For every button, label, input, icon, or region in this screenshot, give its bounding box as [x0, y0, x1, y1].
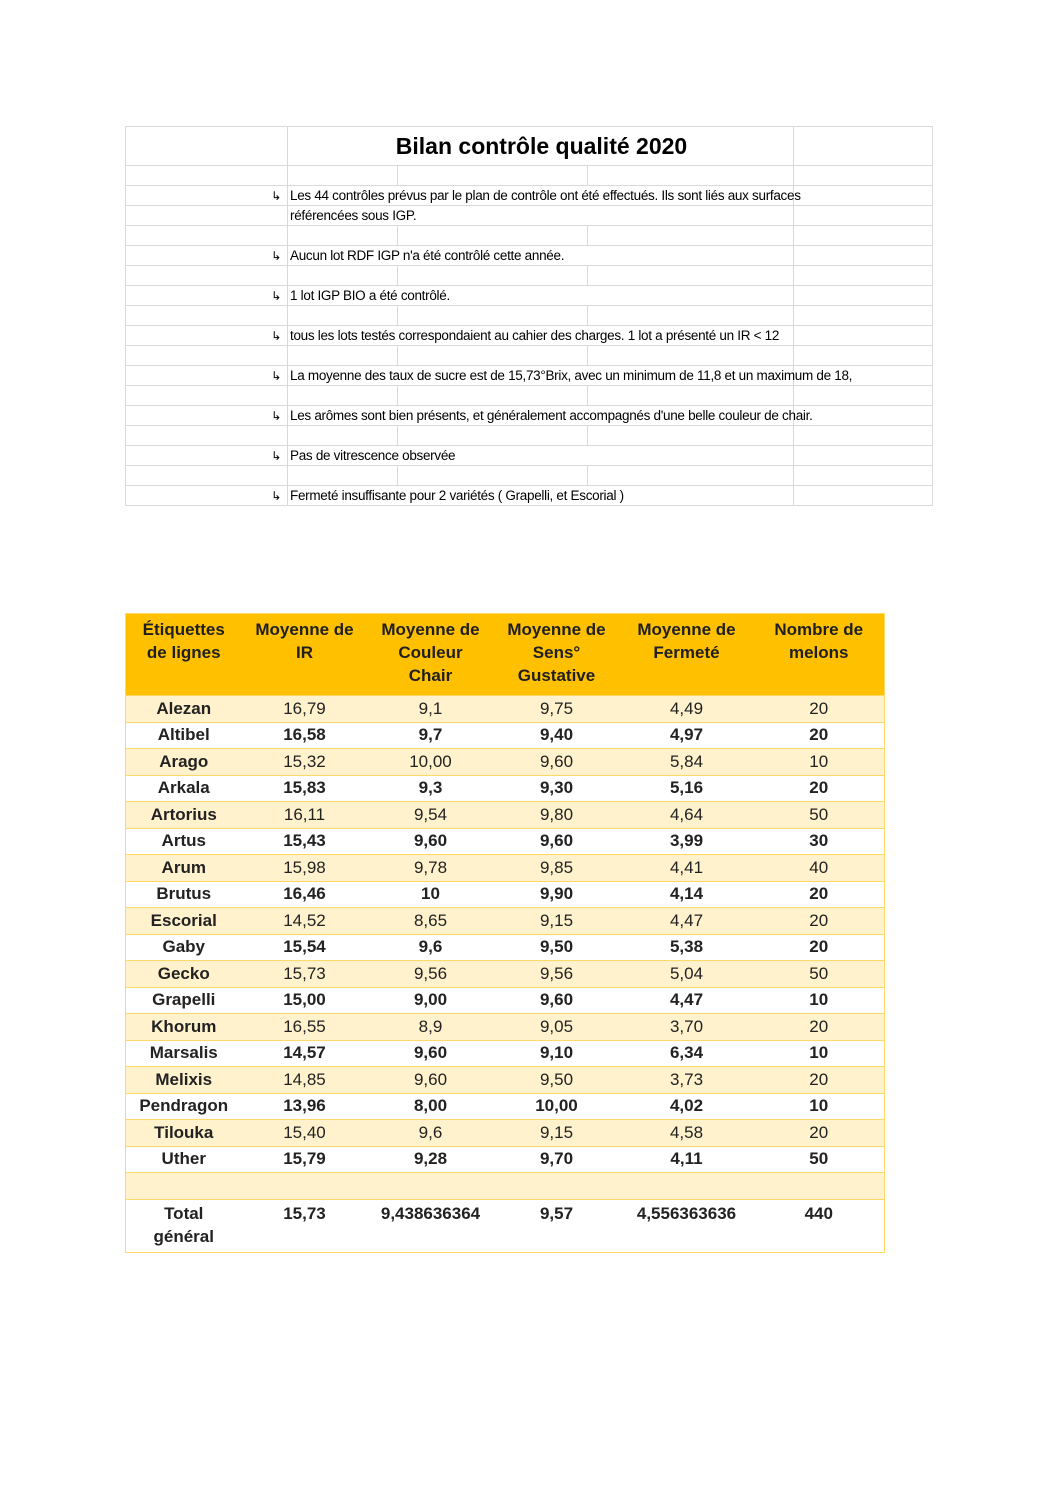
spacer-row	[126, 266, 933, 286]
table-row	[126, 881, 885, 908]
grid-cell	[398, 386, 588, 406]
table-cell: 14,85	[242, 1067, 368, 1094]
column-header-line: melons	[788, 643, 849, 662]
table-row	[126, 828, 885, 855]
table-row	[126, 961, 885, 988]
table-cell: 10,00	[368, 749, 494, 776]
grid-cell	[126, 226, 288, 246]
grid-cell	[126, 346, 288, 366]
summary-item-text: référencées sous IGP.	[290, 208, 417, 223]
total-cell: 15,73	[242, 1200, 368, 1253]
total-cell: 4,556363636	[620, 1200, 754, 1253]
summary-item-row	[126, 446, 933, 466]
grid-cell	[398, 226, 588, 246]
table-cell: 9,70	[494, 1146, 620, 1173]
table-cell: 3,99	[620, 828, 754, 855]
summary-item-text: Les 44 contrôles prévus par le plan de contrôle ont été effectués. Ils sont liés aux surfaces	[290, 188, 801, 203]
row-label[interactable]: Brutus	[126, 881, 242, 908]
grid-cell	[794, 406, 933, 426]
arrow-bullet-icon: ↳	[271, 248, 281, 263]
row-label[interactable]: Alezan	[126, 696, 242, 723]
grid-cell	[288, 186, 801, 206]
row-label[interactable]: Uther	[126, 1146, 242, 1173]
column-header-line: Moyenne de	[255, 620, 354, 639]
table-row	[126, 908, 885, 935]
total-label	[126, 1200, 242, 1253]
summary-item-row	[126, 186, 933, 206]
grid-cell	[588, 166, 794, 186]
table-cell: 5,16	[620, 775, 754, 802]
table-cell: 20	[754, 775, 885, 802]
column-header-line: Fermeté	[653, 643, 720, 662]
row-label[interactable]: Tilouka	[126, 1120, 242, 1147]
grid-cell	[398, 346, 588, 366]
table-cell: 9,28	[368, 1146, 494, 1173]
table-cell: 8,9	[368, 1014, 494, 1041]
grid-cell	[794, 306, 933, 326]
table-cell: 9,50	[494, 1067, 620, 1094]
table-cell: 30	[754, 828, 885, 855]
table-cell: 9,60	[494, 987, 620, 1014]
table-cell: 9,40	[494, 722, 620, 749]
table-cell: 9,60	[368, 1067, 494, 1094]
table-cell: 16,55	[242, 1014, 368, 1041]
row-label[interactable]: Altibel	[126, 722, 242, 749]
table-cell: 50	[754, 961, 885, 988]
arrow-bullet-icon: ↳	[271, 488, 281, 503]
row-label[interactable]: Escorial	[126, 908, 242, 935]
table-cell: 6,34	[620, 1040, 754, 1067]
grid-cell	[794, 486, 933, 506]
table-cell: 15,98	[242, 855, 368, 882]
table-cell: 10,00	[494, 1093, 620, 1120]
row-label[interactable]: Pendragon	[126, 1093, 242, 1120]
table-cell: 20	[754, 934, 885, 961]
table-cell	[368, 1173, 494, 1200]
grid-cell	[794, 426, 933, 446]
table-cell: 40	[754, 855, 885, 882]
table-cell: 9,30	[494, 775, 620, 802]
summary-item-row	[126, 406, 933, 426]
table-cell: 14,52	[242, 908, 368, 935]
grid-cell	[126, 127, 288, 166]
table-cell: 9,56	[494, 961, 620, 988]
column-header-line: de lignes	[146, 643, 221, 662]
grid-cell	[126, 206, 288, 226]
summary-item-text: Fermeté insuffisante pour 2 variétés ( Grapelli, et Escorial )	[290, 488, 624, 503]
table-cell: 9,15	[494, 1120, 620, 1147]
column-header[interactable]	[126, 614, 242, 696]
grid-cell	[588, 306, 794, 326]
grid-cell	[288, 266, 398, 286]
summary-item-text: Pas de vitrescence observée	[290, 448, 456, 463]
table-cell: 9,00	[368, 987, 494, 1014]
total-label-line: Total	[164, 1204, 204, 1223]
table-cell: 9,05	[494, 1014, 620, 1041]
table-cell: 9,54	[368, 802, 494, 829]
table-cell: 20	[754, 696, 885, 723]
grid-cell	[794, 466, 933, 486]
grid-cell	[126, 166, 288, 186]
table-cell: 9,56	[368, 961, 494, 988]
grid-cell	[126, 366, 288, 386]
arrow-bullet-icon: ↳	[271, 408, 281, 423]
pivot-table	[125, 613, 885, 1253]
summary-item-row	[126, 366, 933, 386]
grid-cell	[588, 226, 794, 246]
total-cell: 9,438636364	[368, 1200, 494, 1253]
table-cell: 8,65	[368, 908, 494, 935]
grid-cell	[588, 466, 794, 486]
blank-row	[126, 1173, 885, 1200]
row-label[interactable]: Arago	[126, 749, 242, 776]
table-row	[126, 1040, 885, 1067]
grid-cell	[288, 406, 813, 426]
table-cell: 16,11	[242, 802, 368, 829]
grid-cell	[288, 226, 398, 246]
table-row	[126, 1093, 885, 1120]
arrow-bullet-icon: ↳	[271, 368, 281, 383]
table-cell: 9,75	[494, 696, 620, 723]
arrow-bullet-icon: ↳	[271, 328, 281, 343]
table-cell: 20	[754, 722, 885, 749]
grid-cell	[288, 346, 398, 366]
table-cell: 16,79	[242, 696, 368, 723]
column-header[interactable]	[242, 614, 368, 696]
row-label[interactable]: Grapelli	[126, 987, 242, 1014]
table-cell: 4,47	[620, 908, 754, 935]
table-row	[126, 722, 885, 749]
grid-cell	[288, 286, 794, 306]
column-header[interactable]	[754, 614, 885, 696]
table-row	[126, 696, 885, 723]
table-cell: 9,15	[494, 908, 620, 935]
grid-cell	[794, 246, 933, 266]
grid-cell	[398, 166, 588, 186]
table-cell: 50	[754, 1146, 885, 1173]
table-cell: 9,1	[368, 696, 494, 723]
table-row	[126, 802, 885, 829]
total-row	[126, 1200, 885, 1253]
table-cell: 15,54	[242, 934, 368, 961]
grid-cell	[794, 286, 933, 306]
column-header-line: Nombre de	[774, 620, 864, 639]
summary-item-row	[126, 326, 933, 346]
table-cell: 5,04	[620, 961, 754, 988]
table-cell: 13,96	[242, 1093, 368, 1120]
table-cell: 4,64	[620, 802, 754, 829]
grid-cell	[126, 426, 288, 446]
total-cell: 440	[754, 1200, 885, 1253]
table-cell: 3,73	[620, 1067, 754, 1094]
pivot-header-row	[126, 614, 885, 696]
total-label-line: général	[153, 1227, 214, 1246]
table-cell: 20	[754, 881, 885, 908]
grid-cell	[126, 486, 288, 506]
table-row	[126, 1067, 885, 1094]
summary-item-text: 1 lot IGP BIO a été contrôlé.	[290, 288, 450, 303]
table-cell: 9,10	[494, 1040, 620, 1067]
table-row	[126, 1146, 885, 1173]
table-cell: 9,80	[494, 802, 620, 829]
table-row	[126, 1120, 885, 1147]
grid-cell	[126, 266, 288, 286]
grid-cell	[794, 326, 933, 346]
grid-cell	[126, 406, 288, 426]
grid-cell	[588, 386, 794, 406]
table-cell: 10	[754, 987, 885, 1014]
table-cell: 20	[754, 1014, 885, 1041]
grid-cell	[398, 466, 588, 486]
column-header[interactable]	[620, 614, 754, 696]
arrow-bullet-icon: ↳	[271, 188, 281, 203]
column-header-line: Moyenne de	[381, 620, 480, 639]
table-cell: 9,3	[368, 775, 494, 802]
grid-cell	[288, 306, 398, 326]
row-label[interactable]: Khorum	[126, 1014, 242, 1041]
grid-cell	[126, 306, 288, 326]
summary-item-row	[126, 286, 933, 306]
table-cell: 9,60	[368, 828, 494, 855]
grid-cell	[288, 246, 794, 266]
column-header-line: Moyenne de	[637, 620, 736, 639]
column-header[interactable]	[368, 614, 494, 696]
grid-cell	[288, 366, 853, 386]
table-cell: 5,38	[620, 934, 754, 961]
table-cell: 10	[754, 749, 885, 776]
table-cell: 4,58	[620, 1120, 754, 1147]
grid-cell	[794, 346, 933, 366]
table-cell: 9,60	[494, 749, 620, 776]
spacer-row	[126, 426, 933, 446]
spacer-row	[126, 346, 933, 366]
table-cell: 20	[754, 1067, 885, 1094]
grid-cell	[126, 286, 288, 306]
table-cell: 9,60	[368, 1040, 494, 1067]
grid-cell	[288, 326, 794, 346]
row-label[interactable]: Artorius	[126, 802, 242, 829]
row-label[interactable]: Gecko	[126, 961, 242, 988]
grid-cell	[126, 446, 288, 466]
table-cell: 4,11	[620, 1146, 754, 1173]
table-cell: 4,14	[620, 881, 754, 908]
grid-cell	[126, 246, 288, 266]
grid-cell	[588, 426, 794, 446]
table-cell: 15,40	[242, 1120, 368, 1147]
table-row	[126, 749, 885, 776]
grid-cell	[588, 346, 794, 366]
table-cell: 8,00	[368, 1093, 494, 1120]
table-cell: 9,90	[494, 881, 620, 908]
grid-cell	[398, 426, 588, 446]
row-label[interactable]: Marsalis	[126, 1040, 242, 1067]
total-cell: 9,57	[494, 1200, 620, 1253]
column-header-line: Moyenne de	[507, 620, 606, 639]
grid-cell	[588, 266, 794, 286]
table-cell: 9,60	[494, 828, 620, 855]
table-cell: 15,83	[242, 775, 368, 802]
column-header-line: IR	[296, 643, 313, 662]
grid-cell	[288, 486, 794, 506]
table-cell: 15,32	[242, 749, 368, 776]
grid-cell	[398, 306, 588, 326]
table-cell	[620, 1173, 754, 1200]
column-header-line: Sens°	[532, 643, 581, 662]
table-cell: 10	[754, 1040, 885, 1067]
column-header[interactable]	[494, 614, 620, 696]
table-cell: 9,6	[368, 934, 494, 961]
grid-cell	[126, 386, 288, 406]
summary-grid	[125, 126, 933, 506]
grid-cell	[794, 266, 933, 286]
grid-cell	[288, 446, 794, 466]
grid-cell	[398, 266, 588, 286]
grid-cell	[794, 446, 933, 466]
row-label[interactable]: Arum	[126, 855, 242, 882]
table-cell: 15,73	[242, 961, 368, 988]
table-cell: 4,41	[620, 855, 754, 882]
table-cell	[126, 1173, 242, 1200]
grid-cell	[794, 166, 933, 186]
table-cell: 9,7	[368, 722, 494, 749]
table-cell: 16,58	[242, 722, 368, 749]
grid-cell	[288, 166, 398, 186]
table-cell: 10	[754, 1093, 885, 1120]
summary-item-text: Les arômes sont bien présents, et généralement accompagnés d'une belle couleur de chair.	[290, 408, 813, 423]
column-header-line: Gustative	[517, 666, 596, 685]
table-row	[126, 1014, 885, 1041]
row-label[interactable]: Arkala	[126, 775, 242, 802]
summary-item-row	[126, 486, 933, 506]
grid-cell	[288, 466, 398, 486]
grid-cell	[288, 426, 398, 446]
table-cell: 9,6	[368, 1120, 494, 1147]
summary-item-row	[126, 246, 933, 266]
arrow-bullet-icon: ↳	[271, 448, 281, 463]
summary-item-text: tous les lots testés correspondaient au cahier des charges. 1 lot a présenté un IR < 12	[290, 328, 780, 343]
grid-cell	[126, 326, 288, 346]
table-cell: 4,49	[620, 696, 754, 723]
table-cell: 15,79	[242, 1146, 368, 1173]
table-row	[126, 775, 885, 802]
summary-item-text: Aucun lot RDF IGP n'a été contrôlé cette année.	[290, 248, 565, 263]
summary-item-text: La moyenne des taux de sucre est de 15,73°Brix, avec un minimum de 11,8 et un maximum de 18,	[290, 368, 853, 383]
grid-cell	[288, 386, 398, 406]
grid-cell	[288, 206, 794, 226]
grid-cell	[794, 226, 933, 246]
table-cell: 20	[754, 908, 885, 935]
spacer-row	[126, 226, 933, 246]
spacer-row	[126, 466, 933, 486]
table-cell: 10	[368, 881, 494, 908]
table-cell	[754, 1173, 885, 1200]
table-cell: 14,57	[242, 1040, 368, 1067]
page-title: Bilan contrôle qualité 2020	[288, 127, 794, 166]
row-label[interactable]: Melixis	[126, 1067, 242, 1094]
table-cell: 4,02	[620, 1093, 754, 1120]
table-cell	[494, 1173, 620, 1200]
spacer-row	[126, 386, 933, 406]
grid-cell	[126, 186, 288, 206]
grid-cell	[126, 466, 288, 486]
grid-cell	[794, 386, 933, 406]
grid-cell	[794, 127, 933, 166]
title-row	[126, 127, 933, 166]
spacer-row	[126, 166, 933, 186]
table-row	[126, 987, 885, 1014]
table-row	[126, 855, 885, 882]
table-cell: 4,47	[620, 987, 754, 1014]
row-label[interactable]: Gaby	[126, 934, 242, 961]
table-cell: 4,97	[620, 722, 754, 749]
table-cell: 9,78	[368, 855, 494, 882]
table-cell: 15,43	[242, 828, 368, 855]
row-label[interactable]: Artus	[126, 828, 242, 855]
grid-cell	[794, 186, 933, 206]
column-header-line: Chair	[408, 666, 453, 685]
column-header-line: Couleur	[398, 643, 463, 662]
table-cell: 9,50	[494, 934, 620, 961]
table-cell: 3,70	[620, 1014, 754, 1041]
table-row	[126, 934, 885, 961]
table-cell: 5,84	[620, 749, 754, 776]
summary-item-row	[126, 206, 933, 226]
table-cell: 20	[754, 1120, 885, 1147]
table-cell	[242, 1173, 368, 1200]
table-cell: 9,85	[494, 855, 620, 882]
table-cell: 50	[754, 802, 885, 829]
table-cell: 15,00	[242, 987, 368, 1014]
arrow-bullet-icon: ↳	[271, 288, 281, 303]
column-header-line: Étiquettes	[142, 620, 225, 639]
spacer-row	[126, 306, 933, 326]
table-cell: 16,46	[242, 881, 368, 908]
grid-cell	[794, 206, 933, 226]
